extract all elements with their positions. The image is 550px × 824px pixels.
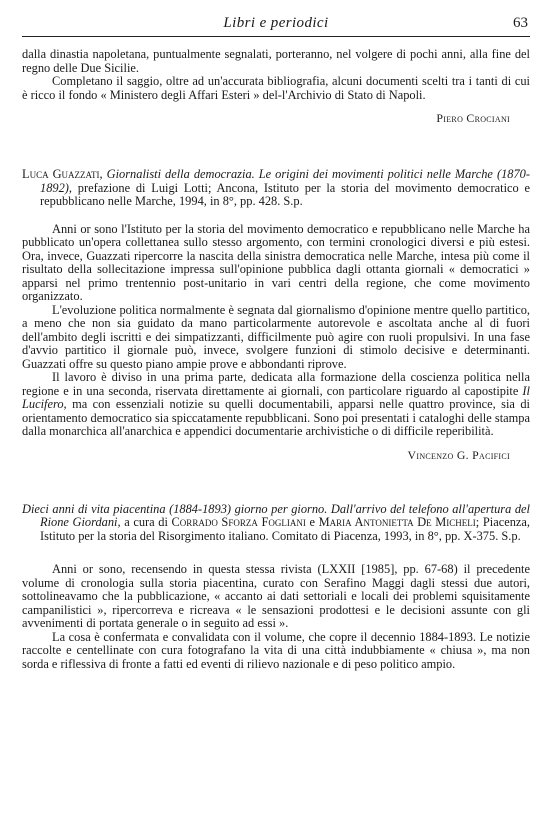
reviewer-signature: Piero Crociani [436,111,510,125]
running-title: Libri e periodici [223,15,329,31]
bibliographic-heading [22,168,530,209]
page-number: 63 [513,15,528,31]
running-header [22,14,530,37]
book-imprint: Piacenza, Istituto per la storia del Risorgimento italiano. Comitato di Piacenza, 1993, in 8°, pp. X-375. S.p. [40,515,530,543]
conjunction: e [309,515,315,529]
paragraph [22,371,530,439]
paragraph: Anni or sono, recensendo in questa stessa rivista (LXXII [1985], pp. 67-68) il precedente volume di cronologia sulla storia piacentina, curato con Serafino Maggi dagli stessi due autori, sottolineavamo che la pubblicazione, « accanto ai dati settoriali e locali dei problemi squisitamente campanilistici », ripercorreva e ricreava « le sensazioni prodottesi e le decisioni assunte con gli avvenimenti di portata generale o in seguito ad essi ». [22,562,530,630]
periodical-title: Il Lucifero, [22,383,530,411]
book-title: Dieci anni di vita piacentina (1884-1893) giorno per giorno. Dall'arrivo del telefono all'apertura del Rione Giordani, [22,501,530,529]
bibliographic-heading [22,503,530,544]
book-title: Giornalisti della democrazia. Le origini dei movimenti politici nelle Marche (1870-1892), [40,167,530,195]
text-run: ma con essenziali notizie su quelli documentabili, apparsi nelle quattro province, sia di orientamento democratico sia spiccatamente repubblicani. Sono poi presentati i cataloghi delle stampa dalla monarchica all'anarchica e appendici documentarie archivistiche o di difficile reperibilità. [22,397,530,438]
review-entry [22,168,530,463]
paragraph: La cosa è confermata e convalidata con il volume, che copre il decennio 1884-1893. Le notizie raccolte e centellinate con cura fotografano la vita di una città indubbiamente « chiusa », ma non sorda e riflessiva di fronte a fatti ed eventi di rilievo nazionale e di peso politico ampio. [22,629,530,671]
review-end [22,48,530,126]
book-editor: Corrado Sforza Fogliani [171,515,306,529]
review-entry [22,503,530,672]
reviewer-signature: Vincenzo G. Pacifici [407,447,510,462]
book-editor: Maria Antonietta De Micheli; [318,515,480,529]
book-imprint: prefazione di Luigi Lotti; Ancona, Istituto per la storia del movimento democratico e repubblicano nelle Marche, 1994, in 8°, pp. 428. S.p. [40,180,530,208]
paragraph: Completano il saggio, oltre ad un'accurata bibliografia, alcuni documenti scelti tra i tanti di cui è ricco il fondo « Ministero degli Affari Esteri » del-l'Archivio di Stato di Napoli. [22,74,530,102]
paragraph: L'evoluzione politica normalmente è segnata dal giornalismo d'opinione mentre quello partitico, a meno che non sia guidato da mano particolarmente autorevole e ascoltata anche al di fuori dell'ambito degli iscritti e dei simpatizzanti, difficilmente può agire con ruoli propulsivi. In una fase d'avvio partitico il giornale può, invece, svolgere funzioni di stimolo decisive e determinanti. Guazzati offre su questo piano ampie prove e abbondanti riprove. [22,302,530,371]
book-author: Luca Guazzati, [22,167,103,181]
paragraph: Anni or sono l'Istituto per la storia del movimento democratico e repubblicano nelle Marche ha pubblicato un'opera collettanea sullo stesso argomento, con termini cronologici diversi e più estesi. Ora, invece, Guazzati ripercorre la nascita della sinistra democratica nelle Marche, intesa più come il risultato della sollecitazione impressa sull'opinione pubblica dagli ottanta giornali « democratici » apparsi nel primo trentennio post-unitario in vari centri della regione, che come movimento organizzato. [22,221,530,303]
curated-by: a cura di [124,515,168,529]
page-content [22,48,530,671]
paragraph: dalla dinastia napoletana, puntualmente segnalati, porteranno, nel volgere di pochi anni, alla fine del regno delle Due Sicilie. [22,47,530,75]
text-run: Il lavoro è diviso in una prima parte, dedicata alla formazione della coscienza politica nella regione e in una seconda, riservata direttamente ai giornali, con particolare riguardo al capostipite [22,370,530,398]
